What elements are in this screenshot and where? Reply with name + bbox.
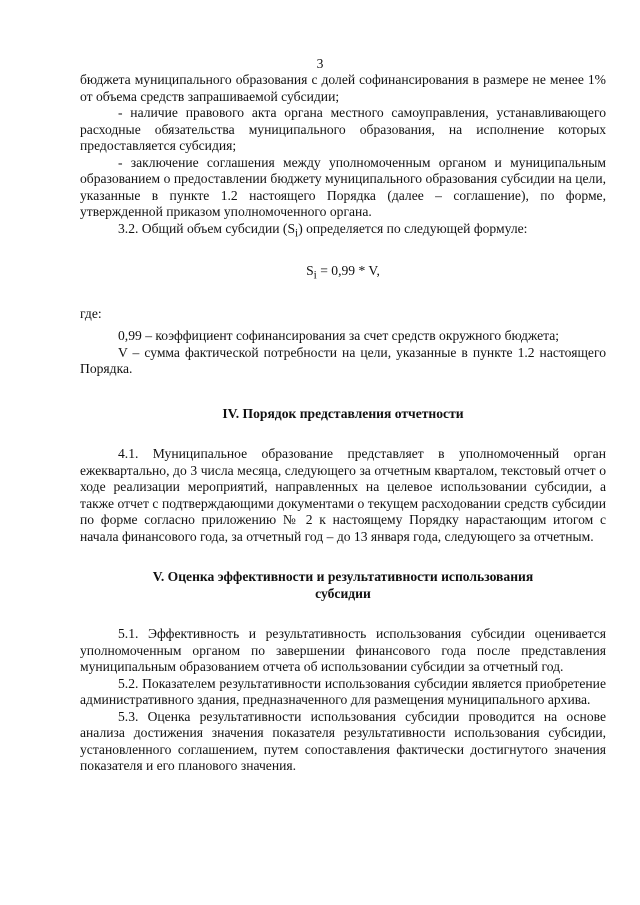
page-content bbox=[80, 72, 606, 775]
paragraph-5-3: 5.3. Оценка результативности использования субсидии проводится на основе анализа достижения значения показателя результативности использования субсидии, установленного соглашением, путем сопоставления фактически достигнутого значения показателя и его планового значения. bbox=[80, 708, 606, 774]
paragraph-3-2 bbox=[80, 221, 606, 242]
paragraph-3-2-text-start: 3.2. Общий объем субсидии (S bbox=[118, 220, 296, 236]
subsidy-formula bbox=[80, 263, 606, 284]
paragraph-5-2: 5.2. Показателем результативности использования субсидии является приобретение административного здания, предназначенного для размещения муниципального архива. bbox=[80, 675, 606, 708]
page-number: 3 bbox=[316, 56, 324, 71]
definition-v: V – сумма фактической потребности на цели, указанные в пункте 1.2 настоящего Порядка. bbox=[80, 344, 606, 377]
formula-subscript: i bbox=[313, 269, 317, 282]
section-5-heading-line1: V. Оценка эффективности и результативности использования bbox=[152, 569, 534, 585]
formula-symbol: S bbox=[306, 262, 314, 278]
section-4-heading: IV. Порядок представления отчетности bbox=[222, 405, 464, 421]
formula-expression: = 0,99 * V, bbox=[316, 262, 380, 278]
where-label: где: bbox=[80, 305, 102, 321]
section-5-heading bbox=[80, 569, 606, 602]
paragraph-4-1: 4.1. Муниципальное образование представляет в уполномоченный орган ежеквартально, до 3 числа месяца, следующего за отчетным кварталом, текстовый отчет о ходе реализации мероприятий, направленных на целевое использовании субсидии, а также отчет с подтверждающими документами о текущем расходовании средств субсидии по форме согласно приложению № 2 к настоящему Порядку нарастающим итогом с начала финансового года, за отчетный год – до 13 января года, следующего за отчетным. bbox=[80, 446, 606, 544]
paragraph-5-1: 5.1. Эффективность и результативность использования субсидии оценивается уполномоченным органом по завершении финансового года после представления муниципальным образованием отчета об использовании субсидии за отчетный год. bbox=[80, 626, 606, 675]
section-5-heading-line2: субсидии bbox=[315, 585, 371, 601]
paragraph-agreement: - заключение соглашения между уполномоченным органом и муниципальным образованием о предоставлении бюджету муниципального образования субсидии на цели, указанные в пункте 1.2 настоящего Порядка (далее – соглашение), по форме, утвержденной приказом уполномоченного органа. bbox=[80, 154, 606, 219]
definition-coefficient: 0,99 – коэффициент софинансирования за счет средств окружного бюджета; bbox=[118, 328, 560, 344]
paragraph-3-2-text-end: ) определяется по следующей формуле: bbox=[298, 220, 528, 236]
paragraph-legal-act: - наличие правового акта органа местного самоуправления, устанавливающего расходные обязательства муниципального образования, на исполнение которых предоставляется субсидия; bbox=[80, 105, 606, 153]
paragraph-3-2-subscript: i bbox=[295, 227, 299, 240]
paragraph-budget-share: бюджета муниципального образования с долей софинансирования в размере не менее 1% от объема средств запрашиваемой субсидии; bbox=[80, 72, 606, 104]
